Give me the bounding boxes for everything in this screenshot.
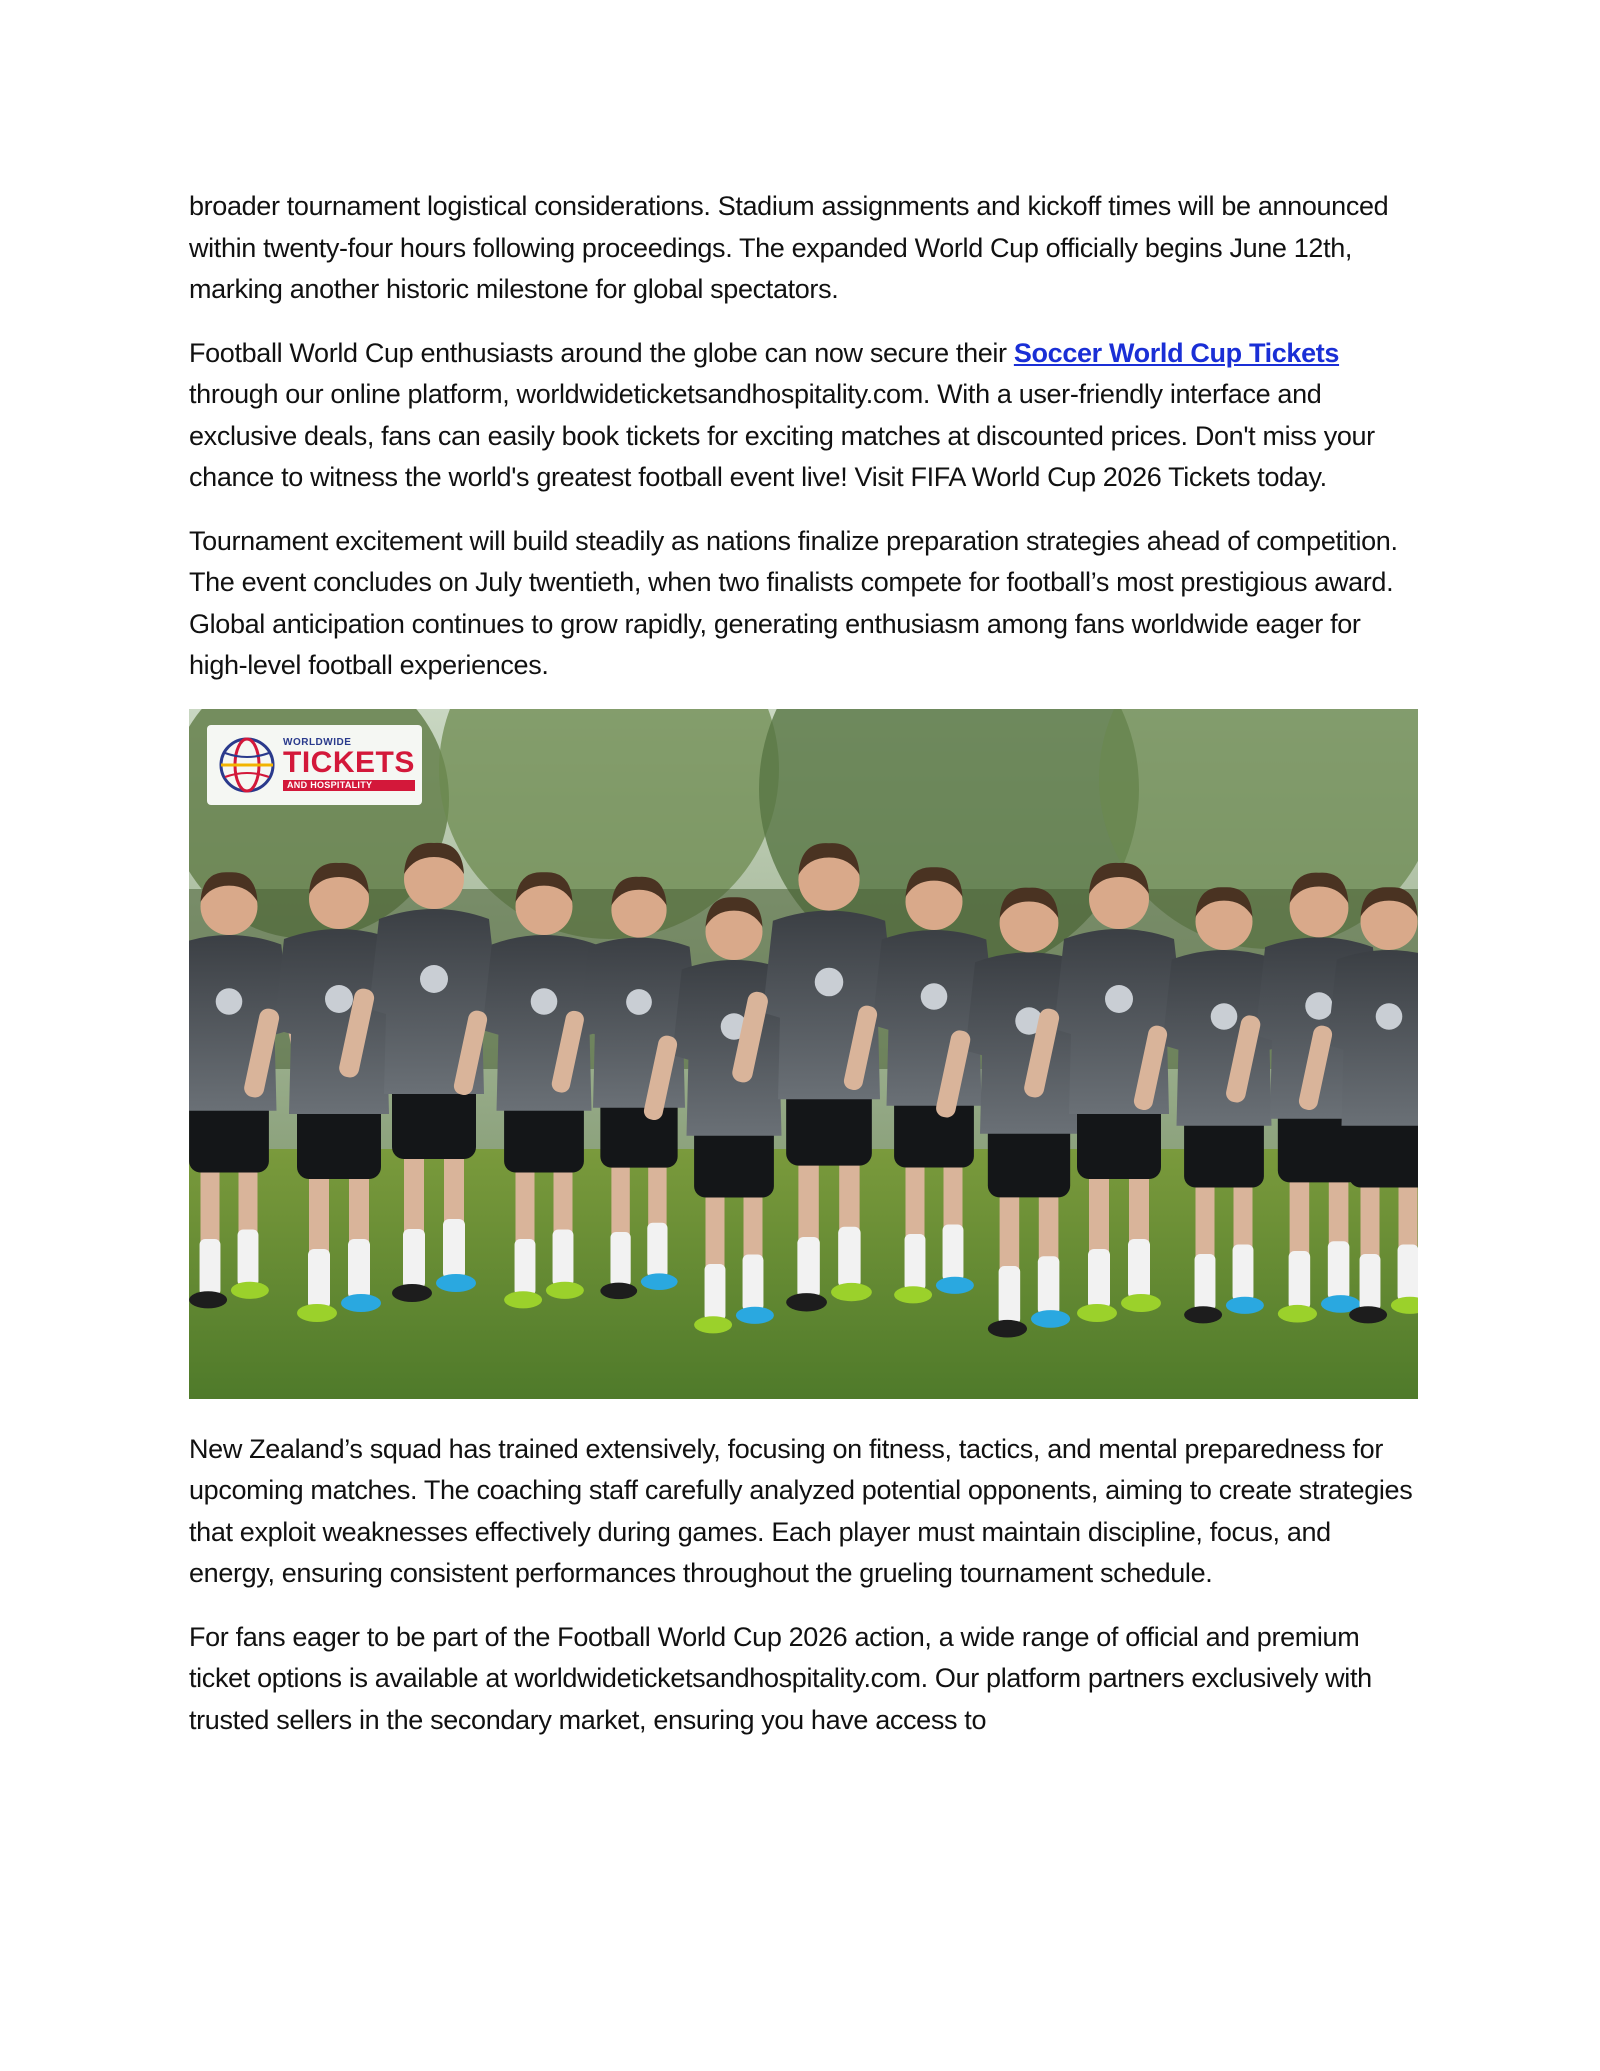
soccer-world-cup-tickets-link[interactable]: Soccer World Cup Tickets (1013, 337, 1340, 368)
paragraph-tickets-promo (189, 333, 1419, 499)
globe-icon (215, 733, 279, 797)
worldwide-tickets-logo (207, 725, 422, 805)
logo-top-text: WORLDWIDE (283, 737, 352, 748)
paragraph-tickets-promo-end: through our online platform, worldwideticketsandhospitality.com. With a user-friendly interface and exclusive deals, fans can easily book tickets for exciting matches at discounted prices. Don't miss your chance to witness the world's greatest football event live! Visit FIFA World Cup 2026 Tickets today. (189, 379, 1375, 492)
paragraph-tickets-promo-start: Football World Cup enthusiasts around the globe can now secure their (189, 337, 1014, 368)
logo-bottom-text: AND HOSPITALITY (283, 780, 415, 791)
paragraph-new-zealand-squad: New Zealand’s squad has trained extensively, focusing on fitness, tactics, and mental preparedness for upcoming matches. The coaching staff carefully analyzed potential opponents, aiming to create strategies that exploit weaknesses effectively during games. Each player must maintain discipline, focus, and energy, ensuring consistent performances throughout the grueling tournament schedule. (189, 1433, 1413, 1588)
document-page (189, 186, 1419, 1763)
logo-main-text: TICKETS (283, 746, 415, 779)
logo-text (283, 738, 415, 791)
team-training-illustration (189, 709, 1418, 1399)
team-training-photo (189, 709, 1418, 1399)
paragraph-logistics: broader tournament logistical considerations. Stadium assignments and kickoff times will be announced within twenty-four hours following proceedings. The expanded World Cup officially begins June 12th, marking another historic milestone for global spectators. (189, 191, 1389, 304)
paragraph-tournament-excitement: Tournament excitement will build steadily as nations finalize preparation strategies ahead of competition. The event concludes on July twentieth, when two finalists compete for football’s most prestigious award. Global anticipation continues to grow rapidly, generating enthusiasm among fans worldwide eager for high-level football experiences. (189, 525, 1398, 680)
paragraph-ticket-options: For fans eager to be part of the Football World Cup 2026 action, a wide range of official and premium ticket options is available at worldwideticketsandhospitality.com. Our platform partners exclusively with trusted sellers in the secondary market, ensuring you have access to (189, 1621, 1372, 1735)
